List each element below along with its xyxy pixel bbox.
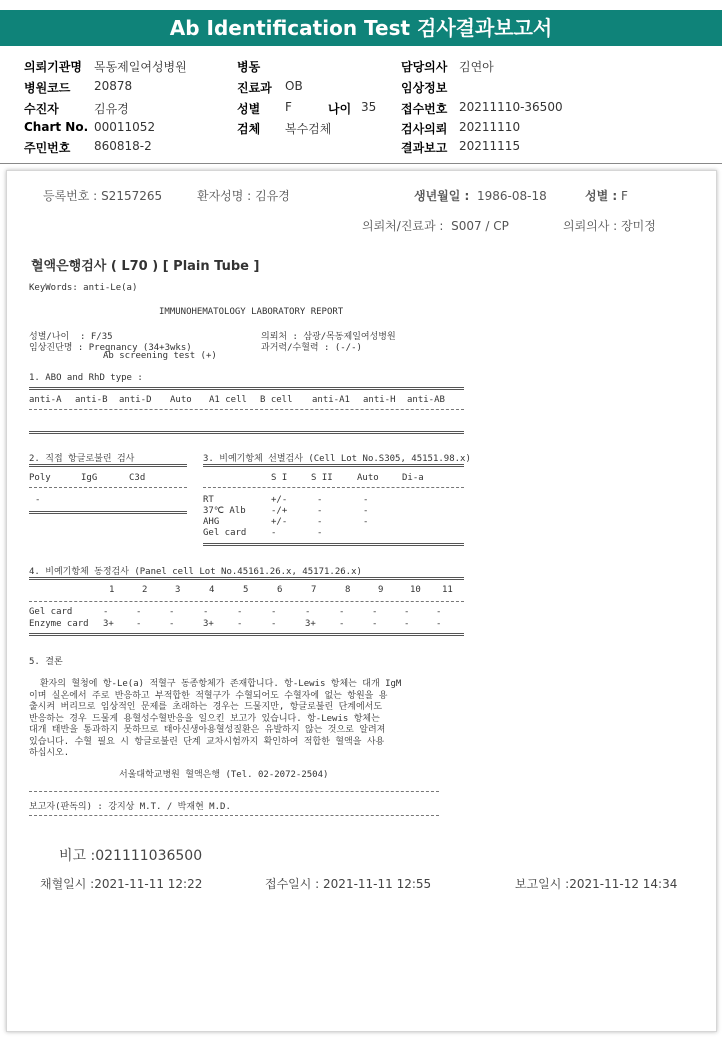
- abo-col-header: A1 cell: [209, 395, 247, 405]
- conclusion-line: 반응하는 경우 드물게 용혈성수혈반응을 일으킨 보고가 있습니다. 항-Lewis 항체는: [29, 713, 380, 724]
- section-screening: 3. 비예기항체 선별검사 (Cell Lot No.S305, 45151.98.x): [203, 454, 471, 464]
- field-label: 진료과: [237, 81, 272, 95]
- panel-col-header: 1: [109, 585, 115, 595]
- patient-value: 김유경: [255, 189, 290, 203]
- conclusion-line: 대개 태반을 통과하지 못하므로 태아신생아용혈성질환은 유발하지 않는 것으로 알려져: [29, 725, 386, 735]
- panel-cell: -: [169, 619, 175, 629]
- dob-value: 1986-08-18: [477, 189, 547, 203]
- patient-label: 환자성명 :: [197, 189, 252, 203]
- report-sheet: [6, 170, 717, 1032]
- field-label: 성별: [237, 102, 261, 116]
- field-value: 20211115: [459, 139, 521, 153]
- panel-cell: -: [339, 619, 345, 629]
- panel-row-name: Gel card: [29, 607, 73, 617]
- panel-cell: -: [436, 607, 442, 617]
- panel-col-header: 2: [142, 585, 148, 595]
- panel-row-name: Enzyme card: [29, 619, 89, 629]
- panel-cell: -: [436, 619, 442, 629]
- header-field: [237, 100, 292, 117]
- screening-cell: -: [363, 517, 369, 527]
- header-field: [237, 79, 303, 96]
- panel-col-header: 6: [277, 585, 283, 595]
- panel-col-header: 9: [378, 585, 384, 595]
- panel-cell: -: [372, 619, 378, 629]
- hospital-line: 서울대학교병원 혈액은행 (Tel. 02-2072-2504): [119, 770, 329, 780]
- panel-col-header: 4: [209, 585, 215, 595]
- field-value: 20211110-36500: [459, 100, 563, 114]
- abo-col-header: anti-AB: [407, 395, 445, 405]
- header-field: [24, 139, 152, 156]
- screening-row-name: 37℃ Alb: [203, 506, 246, 516]
- screening-col-header: Auto: [357, 473, 379, 483]
- dept-value: S007 / CP: [451, 219, 509, 233]
- lab-title: IMMUNOHEMATOLOGY LABORATORY REPORT: [159, 307, 344, 317]
- panel-col-header: 5: [243, 585, 249, 595]
- doctor-label: 의뢰의사 :: [563, 219, 618, 233]
- panel-col-header: 11: [442, 585, 453, 595]
- header-field: [24, 79, 133, 96]
- dat-col-header: Poly: [29, 473, 51, 483]
- panel-cell: -: [203, 607, 209, 617]
- screening-cell: -: [317, 517, 323, 527]
- screening-cell: -: [271, 528, 277, 538]
- panel-cell: -: [136, 619, 142, 629]
- screening-cell: -: [317, 506, 323, 516]
- field-label: 임상정보: [401, 81, 448, 95]
- panel-cell: -: [404, 607, 410, 617]
- conclusion-line: 있습니다. 수혈 필요 시 항글로불린 단계 교차시험까지 확인하여 적합한 혈액을 사용: [29, 736, 385, 747]
- panel-cell: -: [169, 607, 175, 617]
- panel-cell: -: [271, 619, 277, 629]
- dat-col-header: IgG: [81, 473, 98, 483]
- field-label: 병원코드: [24, 81, 71, 95]
- remark-label: 비고 :: [59, 848, 96, 864]
- conclusion-line: 환자의 혈청에 항-Le(a) 적혈구 동종항체가 존재합니다. 항-Lewis 항체는 대개 IgM: [29, 679, 402, 689]
- panel-cell: -: [305, 607, 311, 617]
- panel-cell: -: [404, 619, 410, 629]
- screening-col-header: Di-a: [402, 473, 424, 483]
- screening-col-header: S II: [311, 473, 333, 483]
- header-field: [401, 139, 521, 156]
- panel-cell: 3+: [305, 619, 316, 629]
- reg-label: 등록번호 :: [43, 189, 98, 203]
- field-value: 20211110: [459, 120, 521, 134]
- header-field: [24, 120, 156, 134]
- section-panel: 4. 비예기항체 동정검사 (Panel cell Lot No.45161.26.x, 45171.26.x): [29, 567, 362, 577]
- section-abo: 1. ABO and RhD type :: [29, 373, 143, 383]
- panel-cell: -: [339, 607, 345, 617]
- field-value: 복수검체: [285, 122, 332, 136]
- info-history: 과거력/수혈력 : (-/-): [261, 343, 362, 353]
- field-label: 결과보고: [401, 141, 448, 155]
- field-value: OB: [285, 79, 303, 93]
- field-label: Chart No.: [24, 120, 89, 134]
- abo-col-header: anti-B: [75, 395, 108, 405]
- dept-label: 의뢰처/진료과 :: [362, 219, 444, 233]
- reporter-line: 보고자(판독의) : 강지상 M.T. / 박재현 M.D.: [29, 802, 231, 812]
- screening-row-name: Gel card: [203, 528, 247, 538]
- header-field: [237, 120, 332, 137]
- abo-col-header: anti-A1: [312, 395, 350, 405]
- screening-row-name: AHG: [203, 517, 220, 527]
- conclusion-line: 하십시오.: [29, 748, 70, 758]
- reg-value: S2157265: [101, 189, 163, 203]
- screening-row-name: RT: [203, 495, 214, 505]
- info-screening: Ab screening test (+): [103, 351, 217, 361]
- header-field: [237, 58, 260, 75]
- field-label: 수진자: [24, 102, 59, 116]
- panel-cell: 3+: [103, 619, 114, 629]
- screening-cell: -/+: [271, 506, 288, 516]
- field-label: 나이: [328, 102, 352, 116]
- field-label: 검체: [237, 122, 261, 136]
- screening-cell: -: [363, 506, 369, 516]
- screening-cell: -: [317, 495, 323, 505]
- sex-value: F: [621, 189, 628, 203]
- abo-col-header: anti-D: [119, 395, 152, 405]
- field-value: 김유경: [94, 102, 129, 116]
- panel-cell: -: [237, 607, 243, 617]
- panel-cell: -: [372, 607, 378, 617]
- conclusion-line: 이며 실온에서 주로 반응하고 부적합한 적혈구가 수혈되어도 수혈자에 없는 항원을 용: [29, 690, 388, 701]
- panel-cell: -: [237, 619, 243, 629]
- header-field: [24, 58, 187, 75]
- screening-cell: -: [363, 495, 369, 505]
- receive-time: 접수일시 : 2021-11-11 12:55: [265, 877, 432, 891]
- field-label: 검사의뢰: [401, 122, 448, 136]
- abo-col-header: Auto: [170, 395, 192, 405]
- field-label: 주민번호: [24, 141, 71, 155]
- field-value: 김연아: [459, 60, 494, 74]
- info-diagnosis: 임상진단명 : Pregnancy (34+3wks): [29, 343, 192, 353]
- header-field: [401, 120, 521, 137]
- field-value: 목동제일여성병원: [94, 60, 187, 74]
- sex-label: 성별 :: [585, 189, 618, 203]
- field-value: 860818-2: [94, 139, 152, 153]
- panel-col-header: 7: [311, 585, 317, 595]
- exam-title: 혈액은행검사 ( L70 ) [ Plain Tube ]: [31, 259, 260, 274]
- header-field: [401, 100, 563, 117]
- panel-cell: -: [271, 607, 277, 617]
- panel-cell: 3+: [203, 619, 214, 629]
- field-label: 담당의사: [401, 60, 448, 74]
- conclusion-line: 출시켜 버리므로 임상적인 문제를 초래하는 경우는 드물지만, 항글로불린 단계에서도: [29, 702, 383, 712]
- header-field: [24, 100, 129, 117]
- info-requester: 의뢰처 : 삼광/목동제일여성병원: [261, 332, 396, 342]
- field-label: 접수번호: [401, 102, 448, 116]
- panel-cell: -: [103, 607, 109, 617]
- field-label: 병동: [237, 60, 261, 74]
- abo-col-header: anti-A: [29, 395, 62, 405]
- section-dat: 2. 직접 항글로불린 검사: [29, 454, 135, 464]
- screening-col-header: S I: [271, 473, 288, 483]
- remark-value: 021111036500: [95, 848, 203, 864]
- header-field-age: [328, 100, 377, 117]
- header-divider: [0, 163, 722, 164]
- doctor-value: 장미정: [621, 219, 656, 233]
- keywords: KeyWords: anti-Le(a): [29, 283, 138, 293]
- screening-cell: +/-: [271, 517, 288, 527]
- panel-cell: -: [136, 607, 142, 617]
- field-value: 20878: [94, 79, 133, 93]
- dat-col-header: C3d: [129, 473, 146, 483]
- abo-col-header: anti-H: [363, 395, 396, 405]
- dat-result: -: [35, 495, 41, 505]
- collect-time: 채혈일시 :2021-11-11 12:22: [40, 877, 203, 891]
- field-label: 의뢰기관명: [24, 60, 82, 74]
- field-value: F: [285, 100, 292, 114]
- panel-col-header: 8: [345, 585, 351, 595]
- panel-col-header: 10: [410, 585, 421, 595]
- report-title: Ab Identification Test 검사결과보고서: [0, 10, 722, 46]
- header-field: [401, 58, 494, 75]
- field-value: 00011052: [94, 120, 156, 134]
- abo-col-header: B cell: [260, 395, 293, 405]
- section-conclusion: 5. 결론: [29, 657, 63, 667]
- dob-label: 생년월일 :: [414, 189, 470, 203]
- info-sex-age: 성별/나이 : F/35: [29, 332, 113, 342]
- screening-cell: +/-: [271, 495, 288, 505]
- panel-col-header: 3: [175, 585, 181, 595]
- report-time: 보고일시 :2021-11-12 14:34: [515, 877, 678, 891]
- header-field: [401, 79, 447, 96]
- field-value: 35: [361, 100, 377, 114]
- screening-cell: -: [317, 528, 323, 538]
